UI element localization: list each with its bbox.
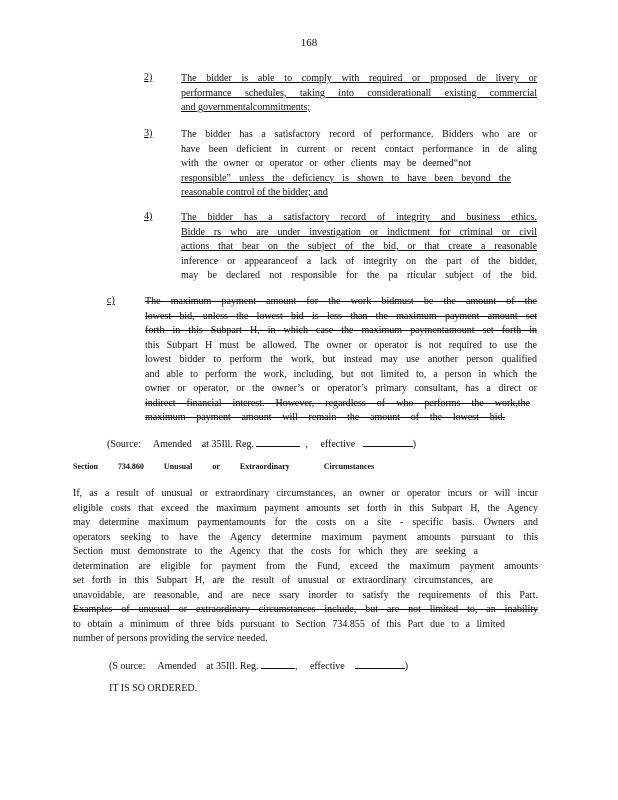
- item-label: 4): [144, 211, 153, 222]
- text-line: determination are eligible for payment from the Fund, exceed the maximum payment amounts: [73, 560, 538, 572]
- text-line: have been deficient in current or recent contact performance in de aling: [181, 143, 537, 155]
- text-line: to obtain a minimum of three bids pursuant to Section 734.855 of this Part due to a limited: [73, 618, 505, 630]
- text-line: and able to perform the work, including, but not limited to, a person in which the: [145, 368, 537, 380]
- source-close: ): [404, 661, 409, 672]
- section-title-word: Circumstances: [323, 462, 375, 471]
- section-paragraph: [73, 487, 538, 647]
- text-line: lowest bidder to perform the work, but instead may use another person qualified: [145, 354, 537, 365]
- text-line: actions that bear on the subject of the bid, or that create a reasonable: [181, 241, 537, 252]
- section-heading: [73, 462, 392, 471]
- text-line: set forth in this Subpart H, are the result of unusual or extraordinary circumstances, are: [73, 575, 493, 586]
- section-title-word: Unusual: [163, 462, 193, 471]
- source-comma: ,: [305, 439, 308, 450]
- effective-blank: [363, 436, 413, 447]
- item-label: 3): [144, 128, 153, 139]
- text-line: The bidder has a satisfactory record of integrity and business ethics.: [181, 212, 537, 223]
- text-line: indirect financial interest. However, regardless of who performs the work,the: [145, 397, 530, 409]
- section-word: Section: [73, 462, 98, 471]
- item-body: [181, 128, 537, 201]
- text-line: Examples of unusual or extraordinary circumstances include, but are not limited to, an inability: [73, 604, 538, 615]
- text-line: number of persons providing the service needed.: [73, 633, 268, 644]
- text-line: inference or appearanceof a lack of integrity on the part of the bidder,: [181, 255, 537, 267]
- text-line: and governmentalcommitments;: [181, 102, 311, 113]
- source-reg: at 35Ill. Reg.: [201, 439, 254, 450]
- reg-blank: [261, 658, 295, 669]
- source-amended: Amended: [157, 661, 197, 672]
- source-label: (S ource:: [109, 661, 146, 672]
- page-number: 168: [300, 37, 318, 49]
- text-line: The bidder is able to comply with required or proposed de livery or: [181, 73, 537, 84]
- text-line: reasonable control of the bidder; and: [181, 187, 328, 198]
- source-note-1: [107, 436, 416, 450]
- item-body: [181, 211, 537, 284]
- text-line: this Subpart H must be allowed. The owner or operator is not required to use the: [145, 339, 537, 351]
- item-body: [181, 72, 537, 116]
- text-line: The maximum payment amount for the work bidmust be the amount of the: [145, 296, 537, 307]
- section-title-word: Extraordinary: [239, 462, 290, 471]
- text-line: lowest bid, unless the lowest bid is less than the maximum payment amount set: [145, 310, 537, 322]
- text-line: eligible costs that exceed the maximum payment amounts set forth in this Subpart H, the Agency: [73, 502, 538, 514]
- text-line: may determine maximum paymentamounts for the costs on a site - specific basis. Owners and: [73, 517, 538, 528]
- text-line: owner or operator, or the owner’s or operator’s primary consultant, has a direct or: [145, 383, 537, 394]
- text-line: maximum payment amount will remain the amount of the lowest bid.: [145, 412, 505, 423]
- item-label: 2): [144, 72, 153, 83]
- text-line: with the owner or operator or other clients may be deemed“not: [181, 158, 471, 169]
- reg-blank: [256, 436, 300, 447]
- source-amended: Amended: [152, 439, 192, 450]
- paragraph-c-body: [145, 295, 537, 426]
- source-close: ): [412, 439, 417, 450]
- text-line: may be declared not responsible for the pa rticular subject of the bid.: [181, 270, 537, 281]
- source-note-2: [109, 658, 408, 672]
- source-comma: ,: [294, 661, 298, 672]
- text-line: performance schedules, taking into considerationall existing commercial: [181, 87, 537, 99]
- source-effective: effective: [320, 439, 356, 450]
- item-label: c): [107, 295, 115, 306]
- text-line: Bidde rs who are under investigation or indictment for criminal or civil: [181, 226, 537, 238]
- source-effective: effective: [309, 661, 345, 672]
- source-reg: at 35Ill. Reg.: [206, 661, 259, 672]
- order-statement: IT IS SO ORDERED.: [109, 683, 198, 694]
- source-label: (Source:: [107, 439, 141, 450]
- text-line: unavoidable, are reasonable, and are nece ssary inorder to satisfy the requirements of this Part.: [73, 589, 538, 601]
- text-line: Section must demonstrate to the Agency that the costs for which they are seeking a: [73, 546, 478, 557]
- section-number: 734.860: [117, 462, 144, 471]
- text-line: operators seeking to have the Agency determine maximum payment amounts pursuant to this: [73, 531, 538, 543]
- effective-blank: [355, 658, 405, 669]
- text-line: The bidder has a satisfactory record of performance. Bidders who are or: [181, 129, 537, 140]
- text-line: responsible” unless the deficiency is shown to have been beyond the: [181, 172, 511, 184]
- text-line: forth in this Subpart H, in which case the maximum paymentamount set forth in: [145, 325, 537, 336]
- text-line: If, as a result of unusual or extraordinary circumstances, an owner or operator incurs or will incur: [73, 488, 538, 499]
- section-title-word: or: [212, 462, 220, 471]
